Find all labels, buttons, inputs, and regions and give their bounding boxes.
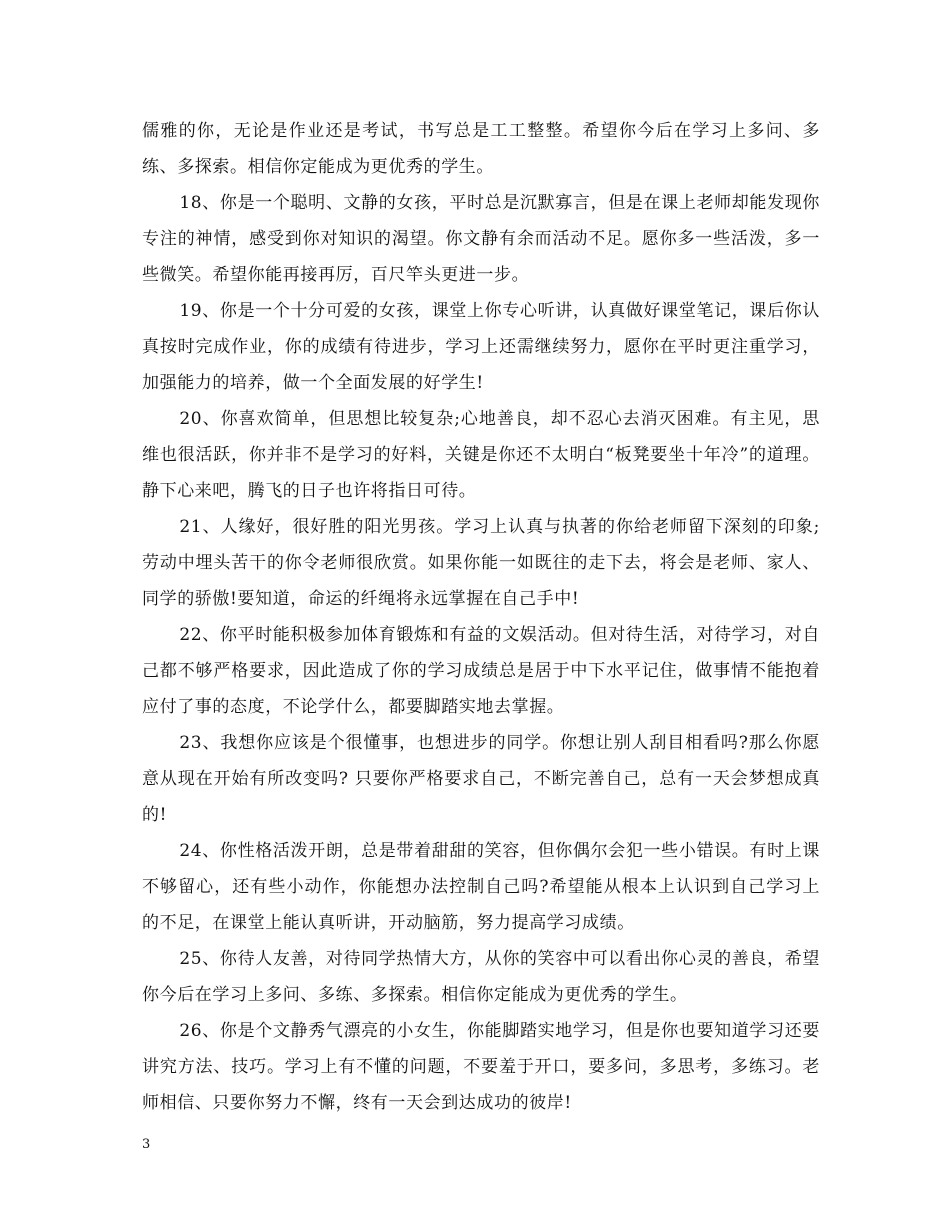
paragraph-24: 24、你性格活泼开朗，总是带着甜甜的笑容，但你偶尔会犯一些小错误。有时上课不够留心，还有些小动作，你能想办法控制自己吗?希望能从根本上认识到自己学习上的不足，在课堂上能认真听讲，开动脑筋，努力提高学习成绩。 xyxy=(142,841,820,933)
paragraph-18: 18、你是一个聪明、文静的女孩，平时总是沉默寡言，但是在课上老师却能发现你专注的神情，感受到你对知识的渴望。你文静有余而活动不足。愿你多一些活泼，多一些微笑。希望你能再接再厉，百尺竿头更进一步。 xyxy=(142,193,820,285)
paragraph-23: 23、我想你应该是个很懂事，也想进步的同学。你想让别人刮目相看吗?那么你愿意从现在开始有所改变吗? 只要你严格要求自己，不断完善自己，总有一天会梦想成真的! xyxy=(142,733,820,825)
document-body xyxy=(142,113,820,1121)
paragraph-19: 19、你是一个十分可爱的女孩，课堂上你专心听讲，认真做好课堂笔记，课后你认真按时完成作业，你的成绩有待进步，学习上还需继续努力，愿你在平时更注重学习，加强能力的培养，做一个全面发展的好学生! xyxy=(142,301,820,393)
paragraph-21: 21、人缘好，很好胜的阳光男孩。学习上认真与执著的你给老师留下深刻的印象;劳动中埋头苦干的你令老师很欣赏。如果你能一如既往的走下去，将会是老师、家人、同学的骄傲!要知道，命运的纤绳将永远掌握在自己手中! xyxy=(142,517,820,609)
paragraph-25: 25、你待人友善，对待同学热情大方，从你的笑容中可以看出你心灵的善良，希望你今后在学习上多问、多练、多探索。相信你定能成为更优秀的学生。 xyxy=(142,949,820,1005)
paragraph-22: 22、你平时能积极参加体育锻炼和有益的文娱活动。但对待生活，对待学习，对自己都不够严格要求，因此造成了你的学习成绩总是居于中下水平记住，做事情不能抱着应付了事的态度，不论学什么，都要脚踏实地去掌握。 xyxy=(142,625,820,717)
paragraph-20: 20、你喜欢简单，但思想比较复杂;心地善良，却不忍心去消灭困难。有主见，思维也很活跃，你并非不是学习的好料，关键是你还不太明白“板凳要坐十年冷”的道理。静下心来吧，腾飞的日子也许将指日可待。 xyxy=(142,409,820,501)
paragraph-26: 26、你是个文静秀气漂亮的小女生，你能脚踏实地学习，但是你也要知道学习还要讲究方法、技巧。学习上有不懂的问题，不要羞于开口，要多问，多思考，多练习。老师相信、只要你努力不懈，终有一天会到达成功的彼岸! xyxy=(142,1021,820,1113)
page-number: 3 xyxy=(142,1137,151,1152)
paragraph-continuation: 儒雅的你，无论是作业还是考试，书写总是工工整整。希望你今后在学习上多问、多练、多探索。相信你定能成为更优秀的学生。 xyxy=(142,121,820,177)
